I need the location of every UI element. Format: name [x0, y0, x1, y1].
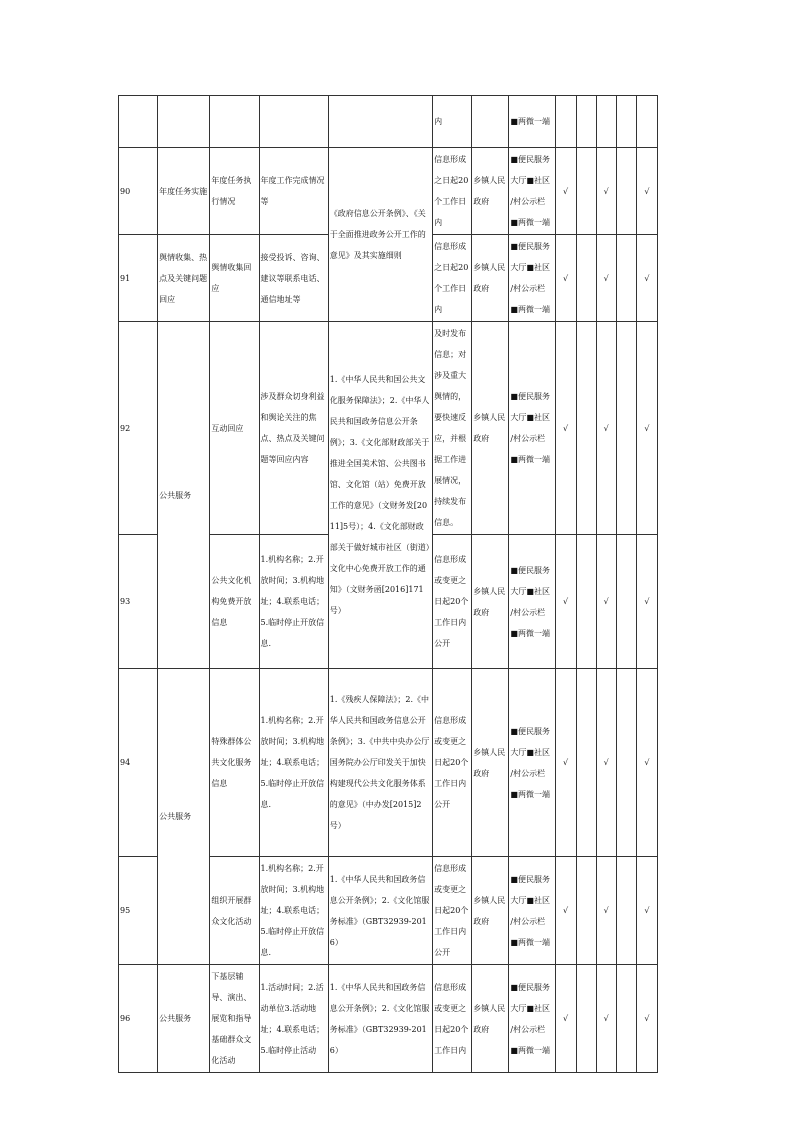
time-cell: 信息形成或变更之日起20个工作日内公开 — [433, 857, 472, 965]
category-cell: 年度任务实施 — [158, 148, 210, 235]
content-cell: 1.机构名称；2.开放时间；3.机构地址；4.联系电话；5.临时停止开放信息. — [259, 669, 328, 857]
check-mark: √ — [596, 148, 616, 235]
channel-line: ■便民服务 — [510, 982, 550, 992]
time-cell: 信息形成之日起20个工作日内 — [433, 148, 472, 235]
check-mark: √ — [555, 235, 576, 322]
channel-line: /村公示栏 — [510, 607, 546, 617]
channel-line: ■两微一端 — [510, 218, 550, 227]
channel-line: ■两微一端 — [510, 628, 550, 638]
check-mark: √ — [636, 857, 657, 965]
time-cell: 及时发布信息；对涉及重大舆情的，要快速反应，并根据工作进展情况，持续发布信息。 — [433, 322, 472, 535]
basis-cell: 《政府信息公开条例》、《关于全面推进政务公开工作的意见》及其实施细则 — [328, 148, 432, 322]
subcategory-cell: 公共文化机构免费开放信息 — [210, 535, 259, 669]
channel-cell — [509, 235, 555, 322]
category-cell: 公共服务 — [158, 669, 210, 965]
check-mark: √ — [555, 322, 576, 535]
channel-cell — [509, 965, 555, 1073]
channel-cell — [509, 322, 555, 535]
check-mark: √ — [596, 669, 616, 857]
check-mark: √ — [636, 669, 657, 857]
channel-line: ■便民服务 — [510, 874, 550, 884]
category-cell: 公共服务 — [158, 965, 210, 1073]
channel-cell — [509, 669, 555, 857]
channel-line: 大厅■社区 — [510, 176, 550, 185]
channel-line: ■便民服务 — [510, 726, 550, 736]
channel-line: ■两微一端 — [510, 305, 550, 314]
channel-cell: ■两微一端 — [509, 96, 555, 148]
content-cell: 1.机构名称；2.开放时间；3.机构地址；4.联系电话；5.临时停止开放信息. — [259, 857, 328, 965]
subject-cell: 乡镇人民政府 — [472, 235, 509, 322]
content-cell: 涉及群众切身利益和舆论关注的焦点、热点及关键问题等回应内容 — [259, 322, 328, 535]
row-number: 92 — [119, 322, 158, 535]
time-cell: 信息形成或变更之日起20个工作日内公开 — [433, 535, 472, 669]
table-row — [119, 148, 658, 235]
channel-line: 大厅■社区 — [510, 747, 550, 757]
channel-line: 大厅■社区 — [510, 586, 550, 596]
basis-cell: 1.《中华人民共和国政务信息公开条例》；2.《文化馆服务标准》（GBT32939-2016） — [328, 965, 432, 1073]
table-row — [119, 669, 658, 857]
category-cell: 公共服务 — [158, 322, 210, 669]
subcategory-cell: 特殊群体公共文化服务信息 — [210, 669, 259, 857]
check-mark: √ — [555, 857, 576, 965]
channel-line: ■便民服务 — [510, 565, 550, 575]
channel-line: 大厅■社区 — [510, 895, 550, 905]
channel-line: /村公示栏 — [510, 284, 546, 293]
check-mark: √ — [636, 322, 657, 535]
content-cell: 年度工作完成情况等 — [259, 148, 328, 235]
channel-line: /村公示栏 — [510, 1024, 546, 1034]
channel-line: ■两微一端 — [510, 455, 550, 464]
subcategory-cell: 下基层辅导、演出、展览和指导基础群众文化活动 — [210, 965, 259, 1073]
table-row — [119, 96, 658, 148]
channel-line: /村公示栏 — [510, 916, 546, 926]
row-number: 90 — [119, 148, 158, 235]
subject-cell: 乡镇人民政府 — [472, 965, 509, 1073]
table-row — [119, 322, 658, 535]
check-mark: √ — [555, 669, 576, 857]
subject-cell: 乡镇人民政府 — [472, 669, 509, 857]
subcategory-cell: 组织开展群众文化活动 — [210, 857, 259, 965]
channel-cell — [509, 857, 555, 965]
table-row — [119, 965, 658, 1073]
basis-cell: 1.《残疾人保障法》；2.《中华人民共和国政务信息公开条例》；3.《中共中央办公厅国务院办公厅印发关于加快构建现代公共文化服务体系的意见》（中办发[2015]2号） — [328, 669, 432, 857]
channel-line: ■两微一端 — [510, 789, 550, 799]
check-mark: √ — [596, 965, 616, 1073]
subject-cell: 乡镇人民政府 — [472, 857, 509, 965]
time-cell: 信息形成或变更之日起20个工作日内 — [433, 965, 472, 1073]
channel-line: 大厅■社区 — [510, 1003, 550, 1013]
check-mark: √ — [596, 235, 616, 322]
check-mark: √ — [555, 148, 576, 235]
subject-cell: 乡镇人民政府 — [472, 322, 509, 535]
channel-cell — [509, 148, 555, 235]
check-mark: √ — [555, 965, 576, 1073]
channel-line: ■便民服务 — [510, 242, 550, 251]
check-mark: √ — [636, 235, 657, 322]
channel-line: /村公示栏 — [510, 197, 546, 206]
channel-line: ■便民服务 — [510, 392, 550, 401]
subcategory-cell: 互动回应 — [210, 322, 259, 535]
subcategory-cell: 舆情收集回应 — [210, 235, 259, 322]
channel-line: ■两微一端 — [510, 937, 550, 947]
disclosure-table — [118, 95, 658, 1073]
basis-cell: 1.《中华人民共和国公共文化服务保障法》；2.《中华人民共和国政务信息公开条例》；3.《文化部财政部关于推进全国美术馆、公共图书馆、文化馆（站）免费开放工作的意见》（文财务发[2011]5号）；4.《文化部财政部关于做好城市社区（街道）文化中心免费开放工作的通知》（文财务函[2016]171号） — [328, 322, 432, 669]
content-cell: 接受投诉、咨询、建议等联系电话、通信地址等 — [259, 235, 328, 322]
check-mark: √ — [555, 535, 576, 669]
channel-line: ■便民服务 — [510, 155, 550, 164]
row-number: 91 — [119, 235, 158, 322]
time-cell: 信息形成之日起20个工作日内 — [433, 235, 472, 322]
check-mark: √ — [596, 535, 616, 669]
time-cell: 信息形成或变更之日起20个工作日内公开 — [433, 669, 472, 857]
channel-line: 大厅■社区 — [510, 413, 550, 422]
channel-line: /村公示栏 — [510, 768, 546, 778]
row-number: 96 — [119, 965, 158, 1073]
check-mark: √ — [636, 148, 657, 235]
category-cell: 舆情收集、热点及关键问题回应 — [158, 235, 210, 322]
row-number: 93 — [119, 535, 158, 669]
channel-line: /村公示栏 — [510, 434, 546, 443]
subject-cell: 乡镇人民政府 — [472, 148, 509, 235]
time-cell: 内 — [433, 96, 472, 148]
check-mark: √ — [636, 965, 657, 1073]
channel-cell — [509, 535, 555, 669]
subcategory-cell: 年度任务执行情况 — [210, 148, 259, 235]
subject-cell: 乡镇人民政府 — [472, 535, 509, 669]
row-number: 94 — [119, 669, 158, 857]
basis-cell: 1.《中华人民共和国政务信息公开条例》；2.《文化馆服务标准》（GBT32939-2016） — [328, 857, 432, 965]
content-cell: 1.活动时间；2.活动单位3.活动地址；4.联系电话；5.临时停止活动 — [259, 965, 328, 1073]
check-mark: √ — [596, 857, 616, 965]
channel-line: ■两微一端 — [510, 1045, 550, 1055]
check-mark: √ — [596, 322, 616, 535]
channel-line: 大厅■社区 — [510, 263, 550, 272]
check-mark: √ — [636, 535, 657, 669]
content-cell: 1.机构名称；2.开放时间；3.机构地址；4.联系电话；5.临时停止开放信息. — [259, 535, 328, 669]
row-number: 95 — [119, 857, 158, 965]
